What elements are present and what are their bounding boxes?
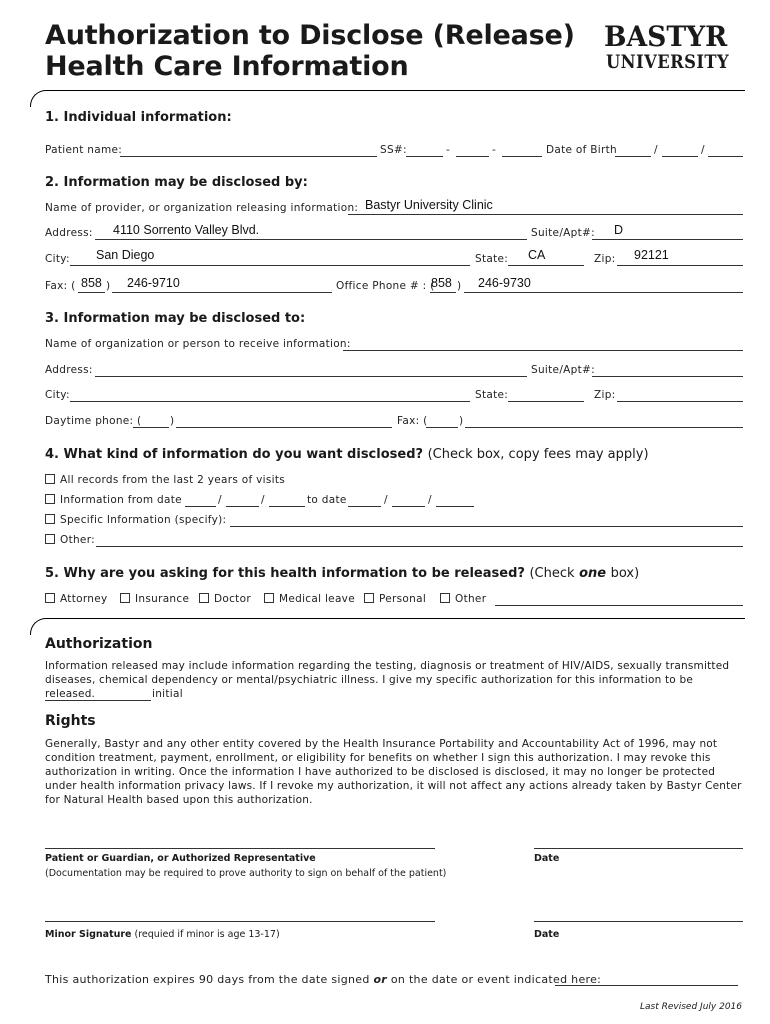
expiry-text-b: or	[373, 973, 388, 986]
suite-field[interactable]	[592, 239, 743, 240]
minor-signature-label: Minor Signature	[45, 929, 132, 940]
ssn-sep-2: -	[492, 144, 497, 156]
zip-field[interactable]	[617, 265, 743, 266]
dob-day-field[interactable]	[662, 156, 698, 157]
reason-attorney-label: Attorney	[60, 593, 108, 605]
provider-value: Bastyr University Clinic	[365, 198, 493, 212]
suite-value: D	[614, 223, 624, 237]
recipient-address-field[interactable]	[95, 376, 527, 377]
ssn-field-part3[interactable]	[502, 156, 542, 157]
option-specific-label: Specific Information (specify):	[60, 514, 227, 526]
bastyr-logo-line2: UNIVERSITY	[606, 51, 730, 73]
section4-heading-text: 4. What kind of information do you want disclosed?	[45, 447, 424, 462]
recipient-zip-field[interactable]	[617, 401, 743, 402]
recipient-name-field[interactable]	[343, 350, 743, 351]
minor-signature-line[interactable]	[45, 921, 435, 922]
option-date-range[interactable]	[45, 494, 182, 506]
state-value: CA	[528, 248, 546, 262]
provider-label: Name of provider, or organization releasing information:	[45, 202, 359, 214]
fax-number-field[interactable]	[112, 292, 332, 293]
city-label: City:	[45, 253, 70, 265]
expiry-field[interactable]	[555, 985, 738, 986]
section1-heading: 1. Individual information:	[45, 110, 232, 125]
form-title	[45, 20, 575, 82]
recipient-suite-field[interactable]	[592, 376, 743, 377]
reason-medical-leave[interactable]	[264, 593, 355, 605]
provider-field[interactable]	[348, 214, 743, 215]
option-other-info-label: Other:	[60, 534, 95, 546]
expiry-text	[45, 973, 601, 986]
checkbox-all-records[interactable]	[45, 474, 55, 484]
expiry-text-c: on the date or event indicated here:	[390, 973, 602, 986]
recipient-fax-paren-close: )	[459, 415, 464, 427]
bastyr-logo-line1: BASTYR	[604, 20, 728, 53]
recipient-fax-area-field[interactable]	[426, 427, 458, 428]
patient-name-field[interactable]	[120, 156, 377, 157]
recipient-city-label: City:	[45, 389, 70, 401]
authorization-text: Information released may include information regarding the testing, diagnosis or treatment of HIV/AIDS, sexually transmitted diseases, chemical dependency or mental/psychiatric illness. I give my specific authorization for this information to be released.	[45, 660, 730, 700]
fax-paren-close: )	[106, 280, 111, 292]
from-year-field[interactable]	[269, 506, 305, 507]
to-sep-1: /	[384, 494, 388, 506]
patient-signature-label: Patient or Guardian, or Authorized Representative	[45, 853, 316, 864]
checkbox-personal[interactable]	[364, 593, 374, 603]
city-value: San Diego	[96, 248, 155, 262]
section4-heading	[45, 447, 649, 462]
reason-personal-label: Personal	[379, 593, 427, 605]
daytime-number-field[interactable]	[176, 427, 392, 428]
reason-doctor[interactable]	[199, 593, 251, 605]
checkbox-medical-leave[interactable]	[264, 593, 274, 603]
initial-field[interactable]	[45, 700, 151, 701]
from-day-field[interactable]	[226, 506, 259, 507]
rights-text: Generally, Bastyr and any other entity covered by the Health Insurance Portability and Accountability Act of 1996, may not condition treatment, payment, enrollment, or eligibility for benefits on whether I sign this authorization. I may revoke this authorization in writing. Once the information I have authorized to be disclosed is disclosed, it may no longer be protected under health information privacy laws. If I revoke my authorization, it will not affect any actions already taken by Bastyr Center for Natural Health based upon this authorization.	[45, 738, 742, 806]
form-title-line2: Health Care Information	[45, 51, 409, 82]
to-day-field[interactable]	[392, 506, 425, 507]
checkbox-doctor[interactable]	[199, 593, 209, 603]
authorization-heading: Authorization	[45, 636, 153, 652]
section-frame-top	[30, 90, 745, 107]
patient-date-label: Date	[534, 853, 560, 864]
office-paren-close: )	[457, 280, 462, 292]
dob-sep-1: /	[654, 144, 658, 156]
reason-other-field[interactable]	[495, 605, 743, 606]
minor-date-line[interactable]	[534, 921, 743, 922]
office-number-value: 246-9730	[478, 276, 531, 290]
option-all-records-label: All records from the last 2 years of visits	[60, 474, 286, 486]
daytime-area-field[interactable]	[133, 427, 169, 428]
zip-value: 92121	[634, 248, 669, 262]
state-field[interactable]	[508, 265, 584, 266]
dob-year-field[interactable]	[708, 156, 743, 157]
reason-other[interactable]	[440, 593, 486, 605]
dob-label: Date of Birth	[546, 144, 618, 156]
from-sep-2: /	[261, 494, 265, 506]
other-info-field[interactable]	[96, 546, 743, 547]
last-revised: Last Revised July 2016	[640, 1002, 742, 1012]
office-phone-label: Office Phone # : (	[336, 280, 435, 292]
address-value: 4110 Sorrento Valley Blvd.	[113, 223, 260, 237]
fax-number-value: 246-9710	[127, 276, 180, 290]
section2-heading: 2. Information may be disclosed by:	[45, 175, 308, 190]
city-field[interactable]	[70, 265, 470, 266]
reason-personal[interactable]	[364, 593, 426, 605]
ssn-field-part1[interactable]	[406, 156, 443, 157]
checkbox-insurance[interactable]	[120, 593, 130, 603]
section3-heading: 3. Information may be disclosed to:	[45, 311, 306, 326]
section5-heading	[45, 566, 639, 581]
ssn-field-part2[interactable]	[456, 156, 489, 157]
option-other-info[interactable]	[45, 534, 95, 546]
checkbox-date-range[interactable]	[45, 494, 55, 504]
recipient-fax-number-field[interactable]	[465, 427, 743, 428]
patient-name-label: Patient name:	[45, 144, 123, 156]
office-area-field[interactable]	[430, 292, 456, 293]
option-date-range-label: Information from date	[60, 494, 182, 506]
to-date-label: to date	[307, 494, 347, 506]
initial-label: initial	[152, 688, 183, 700]
specific-info-field[interactable]	[230, 526, 743, 527]
dob-sep-2: /	[701, 144, 705, 156]
patient-signature-note: (Documentation may be required to prove authority to sign on behalf of the patient)	[45, 868, 447, 879]
minor-date-label: Date	[534, 929, 560, 940]
expiry-text-a: This authorization expires 90 days from the date signed	[45, 973, 370, 986]
office-area-value: 858	[431, 276, 452, 290]
ssn-label: SS#:	[380, 144, 407, 156]
reason-insurance-label: Insurance	[135, 593, 190, 605]
section-frame-bottom	[30, 618, 745, 635]
daytime-paren-close: )	[170, 415, 175, 427]
section5-note-b: one	[579, 566, 607, 581]
rights-heading: Rights	[45, 713, 96, 729]
checkbox-other-info[interactable]	[45, 534, 55, 544]
ssn-sep-1: -	[446, 144, 451, 156]
section5-note-c: box)	[610, 566, 640, 581]
suite-label: Suite/Apt#:	[531, 227, 595, 239]
fax-area-field[interactable]	[78, 292, 105, 293]
reason-medical-leave-label: Medical leave	[279, 593, 355, 605]
recipient-fax-label: Fax: (	[397, 415, 428, 427]
reason-other-label: Other	[455, 593, 487, 605]
section5-heading-text: 5. Why are you asking for this health information to be released?	[45, 566, 525, 581]
recipient-state-field[interactable]	[508, 401, 584, 402]
to-sep-2: /	[428, 494, 432, 506]
recipient-zip-label: Zip:	[594, 389, 616, 401]
reason-attorney[interactable]	[45, 593, 108, 605]
reason-insurance[interactable]	[120, 593, 189, 605]
option-all-records[interactable]	[45, 474, 285, 486]
from-sep-1: /	[218, 494, 222, 506]
address-field[interactable]	[95, 239, 527, 240]
recipient-suite-label: Suite/Apt#:	[531, 364, 595, 376]
form-title-line1: Authorization to Disclose (Release)	[45, 20, 575, 51]
dob-month-field[interactable]	[615, 156, 651, 157]
minor-signature-label-group	[45, 929, 280, 940]
daytime-phone-label: Daytime phone: (	[45, 415, 142, 427]
recipient-address-label: Address:	[45, 364, 93, 376]
option-specific[interactable]	[45, 514, 226, 526]
fax-label: Fax: (	[45, 280, 76, 292]
address-label: Address:	[45, 227, 93, 239]
reason-doctor-label: Doctor	[214, 593, 251, 605]
checkbox-attorney[interactable]	[45, 593, 55, 603]
checkbox-specific[interactable]	[45, 514, 55, 524]
office-number-field[interactable]	[464, 292, 743, 293]
section5-note-a: (Check	[529, 566, 575, 581]
patient-date-line[interactable]	[534, 848, 743, 849]
to-month-field[interactable]	[348, 506, 381, 507]
recipient-city-field[interactable]	[70, 401, 470, 402]
recipient-state-label: State:	[475, 389, 509, 401]
zip-label: Zip:	[594, 253, 616, 265]
minor-signature-note: (requied if minor is age 13-17)	[134, 929, 280, 940]
recipient-name-label: Name of organization or person to receive information:	[45, 338, 351, 350]
fax-area-value: 858	[81, 276, 102, 290]
state-label: State:	[475, 253, 509, 265]
to-year-field[interactable]	[436, 506, 474, 507]
checkbox-other[interactable]	[440, 593, 450, 603]
from-month-field[interactable]	[185, 506, 216, 507]
patient-signature-line[interactable]	[45, 848, 435, 849]
section4-heading-note: (Check box, copy fees may apply)	[427, 447, 649, 462]
